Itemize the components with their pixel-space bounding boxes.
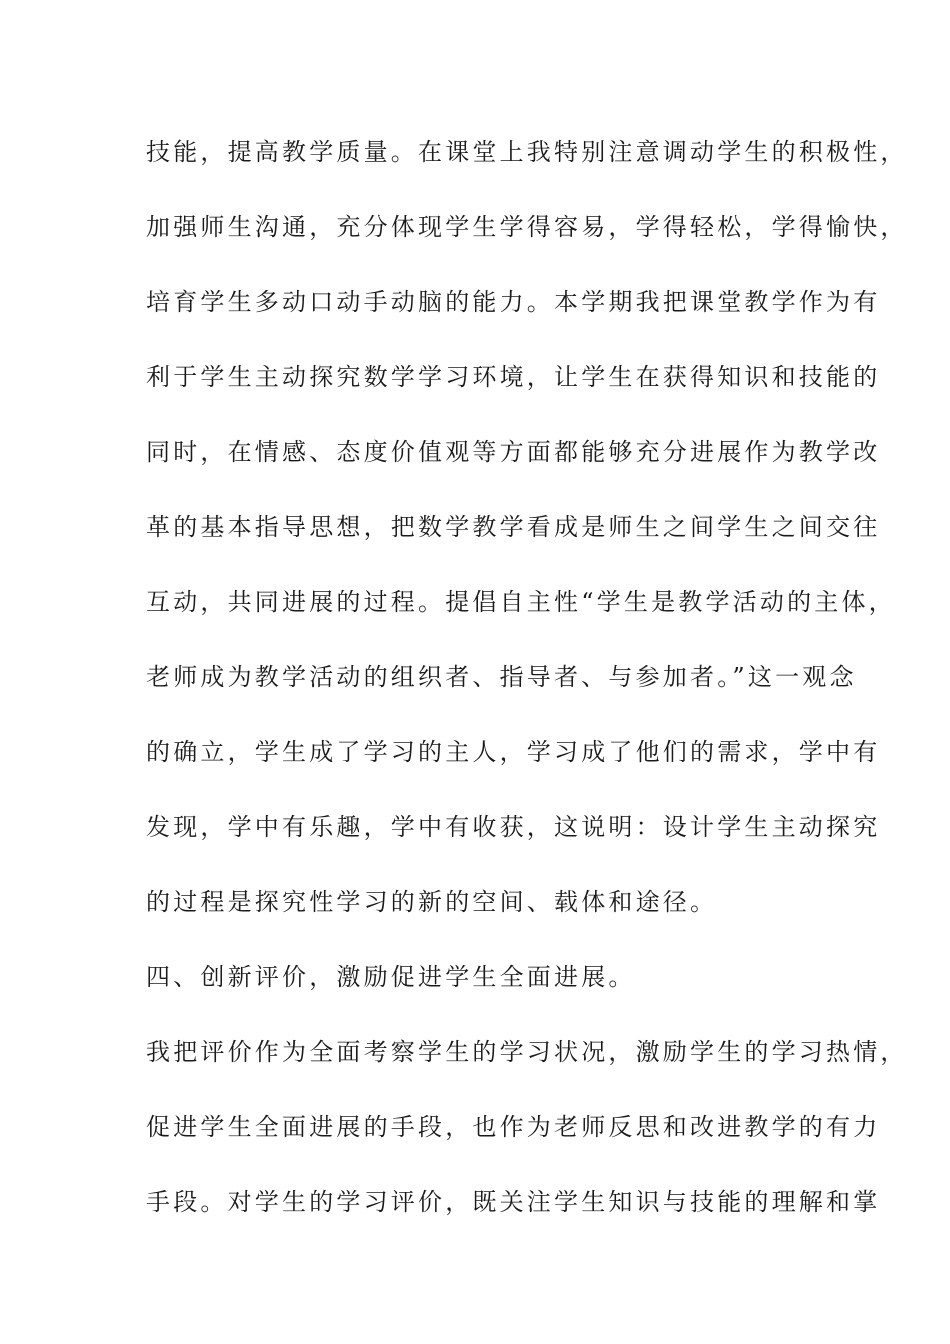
paragraph-line: 我把评价作为全面考察学生的学习状况，激励学生的学习热情， bbox=[146, 1038, 908, 1066]
paragraph-line: 互动，共同进展的过程。提倡自主性“学生是教学活动的主体， bbox=[146, 588, 896, 616]
paragraph-line: 的确立，学生成了学习的主人，学习成了他们的需求，学中有 bbox=[146, 738, 881, 766]
paragraph-line: 发现，学中有乐趣，学中有收获，这说明：设计学生主动探究 bbox=[146, 813, 881, 841]
paragraph-line: 加强师生沟通，充分体现学生学得容易，学得轻松，学得愉快， bbox=[146, 213, 908, 241]
paragraph-line: 老师成为教学活动的组织者、指导者、与参加者。”这一观念 bbox=[146, 663, 857, 691]
paragraph-line: 的过程是探究性学习的新的空间、载体和途径。 bbox=[146, 888, 718, 916]
paragraph-line: 手段。对学生的学习评价，既关注学生知识与技能的理解和掌 bbox=[146, 1188, 881, 1216]
section-heading: 四、创新评价，激励促进学生全面进展。 bbox=[146, 963, 636, 991]
paragraph-line: 培育学生多动口动手动脑的能力。本学期我把课堂教学作为有 bbox=[146, 288, 881, 316]
paragraph-line: 利于学生主动探究数学学习环境，让学生在获得知识和技能的 bbox=[146, 363, 881, 391]
paragraph-line: 革的基本指导思想，把数学教学看成是师生之间学生之间交往 bbox=[146, 513, 881, 541]
paragraph-line: 促进学生全面进展的手段，也作为老师反思和改进教学的有力 bbox=[146, 1113, 881, 1141]
paragraph-line: 同时，在情感、态度价值观等方面都能够充分进展作为教学改 bbox=[146, 438, 881, 466]
paragraph-line: 技能，提高教学质量。在课堂上我特别注意调动学生的积极性， bbox=[146, 138, 908, 166]
